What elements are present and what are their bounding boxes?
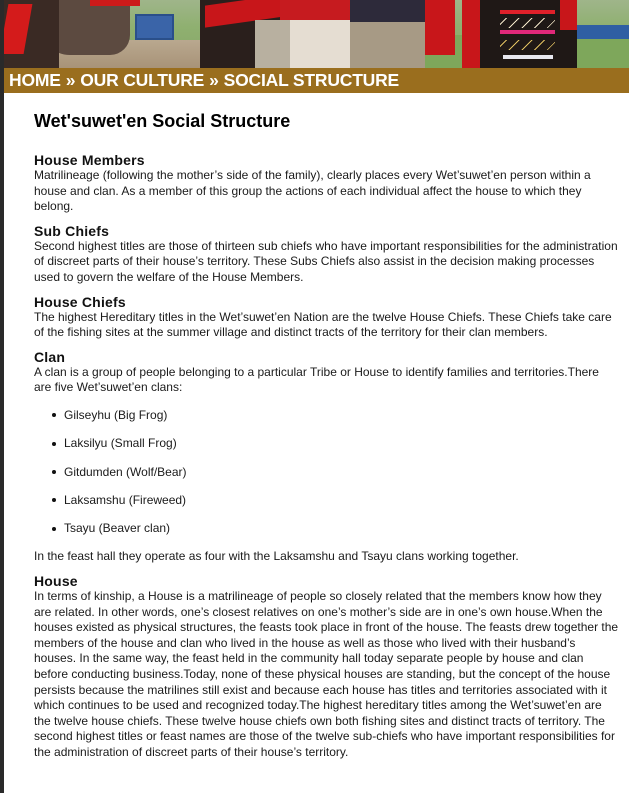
banner-figure — [280, 0, 350, 20]
section-body: A clan is a group of people belonging to a particular Tribe or House to identify families and territories.There are five Wet’suwet’en clans: — [34, 364, 599, 395]
breadcrumb — [9, 70, 399, 91]
section-body: The highest Hereditary titles in the Wet’suwet’en Nation are the twelve House Chiefs. These Chiefs take care of the fishing sites at the summer village and distinct tracts of the territory for their clan members. — [34, 309, 612, 340]
banner-figure — [560, 0, 577, 30]
clan-list — [34, 408, 619, 536]
banner-pattern — [500, 40, 555, 50]
page-title: Wet'suwet'en Social Structure — [34, 111, 291, 131]
clan-name: Tsayu (Beaver clan) — [64, 521, 171, 536]
banner-pattern — [503, 55, 553, 59]
clan-note: In the feast hall they operate as four with the Laksamshu and Tsayu clans working together. — [34, 549, 519, 564]
header-banner-photo — [0, 0, 629, 68]
banner-blue-sign — [135, 14, 174, 40]
banner-pattern — [500, 10, 555, 14]
section-house-members — [34, 152, 619, 215]
breadcrumb-separator: » — [209, 70, 219, 90]
banner-figure — [462, 0, 480, 68]
banner-figure — [350, 0, 425, 22]
section-house — [34, 573, 619, 761]
banner-figure — [425, 0, 455, 55]
section-heading: House Chiefs — [34, 293, 126, 310]
main-content — [34, 110, 619, 769]
bullet-icon — [52, 413, 56, 417]
breadcrumb-bar — [4, 68, 629, 93]
list-item — [52, 436, 619, 451]
bullet-icon — [52, 442, 56, 446]
list-item — [52, 493, 619, 508]
breadcrumb-separator: » — [65, 70, 76, 90]
section-house-chiefs — [34, 294, 619, 341]
clan-name: Laksilyu (Small Frog) — [64, 436, 177, 451]
banner-pattern — [500, 18, 555, 28]
section-heading: House Members — [34, 152, 145, 168]
bullet-icon — [52, 498, 56, 502]
section-sub-chiefs — [34, 223, 619, 286]
section-body: In terms of kinship, a House is a matrilineage of people so closely related that the members know how they are related. In other words, one’s closest relatives on one’s mother’s side are in one’s own house.When the houses existed as physical structures, the feasts took place in front of the house. The feasts drew together the members of the house and clan who lived in the house as well as those who lived with their husband’s houses. In the same way, the feast held in the community hall today separate people by house and clan before conducting business.Today, none of these physical houses are standing, but the concept of the house persists because the matrilines still exist and because each house has titles and territories associated with it which continues to be used and recognized today.The highest hereditary titles among the Wet’suwet’en are the twelve house chiefs. These twelve house chiefs own both fishing sites and distinct tracts of territory. The second highest titles or feast names are those of the twelve sub-chiefs who have important responsibilities for the administration of discreet parts of their house’s territory. — [34, 589, 619, 759]
clan-name: Gitdumden (Wolf/Bear) — [64, 464, 187, 479]
section-body: Second highest titles are those of thirteen sub chiefs who have important responsibilities for the administration of discreet parts of their house’s territory. These Subs Chiefs also assist in the decision making processes used to govern the welfare of the House Members. — [34, 238, 618, 284]
list-item — [52, 521, 619, 536]
breadcrumb-our-culture-link[interactable]: OUR CULTURE — [80, 70, 205, 90]
section-heading: Sub Chiefs — [34, 222, 110, 239]
section-heading: House — [34, 573, 78, 590]
section-heading: Clan — [34, 348, 66, 365]
clan-name: Laksamshu (Fireweed) — [64, 492, 187, 507]
clan-name: Gilseyhu (Big Frog) — [64, 407, 168, 422]
list-item — [52, 465, 619, 480]
list-item — [52, 408, 619, 423]
banner-pattern — [500, 30, 555, 34]
breadcrumb-current-page: SOCIAL STRUCTURE — [223, 70, 400, 90]
bullet-icon — [52, 527, 56, 531]
section-clan — [34, 349, 619, 565]
left-border — [0, 0, 4, 793]
bullet-icon — [52, 470, 56, 474]
section-body: Matrilineage (following the mother’s side of the family), clearly places every Wet’suwet’en person within a house and clan. As a member of this group the actions of each individual affect the house to which they belong. — [34, 168, 591, 214]
breadcrumb-home-link[interactable]: HOME — [9, 70, 61, 90]
banner-figure — [90, 0, 140, 6]
